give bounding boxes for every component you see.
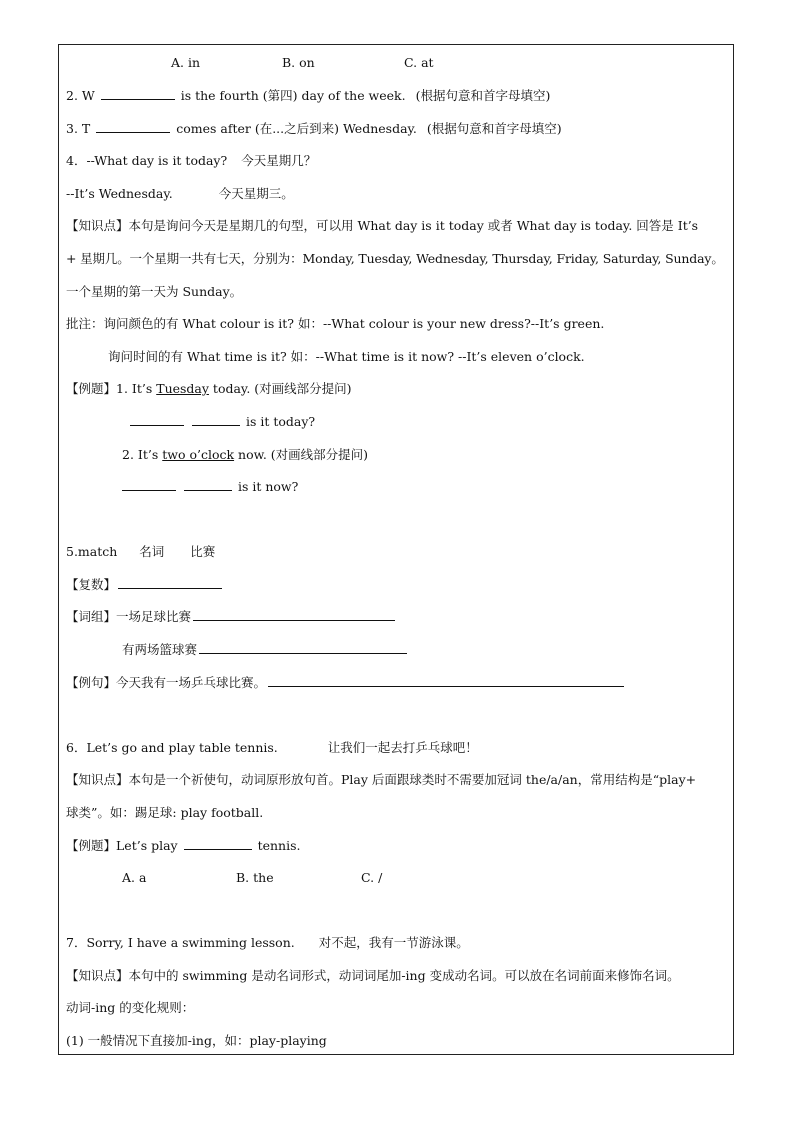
q3-text: comes after (在...之后到来) Wednesday. bbox=[176, 121, 417, 136]
q3-hint: (根据句意和首字母填空) bbox=[426, 121, 562, 136]
item5-phrase-1-blank[interactable] bbox=[193, 609, 395, 621]
item6-head-en: 6．Let’s go and play table tennis. bbox=[66, 740, 278, 755]
question-2 bbox=[66, 88, 550, 104]
item4-answer-en: --It’s Wednesday. bbox=[66, 186, 173, 201]
q2-text: is the fourth (第四) day of the week. bbox=[180, 88, 406, 103]
item4-example-2-underlined: two o’clock bbox=[162, 447, 235, 462]
item6-knowledge-1: 【知识点】本句是一个祈使句，动词原形放句首。Play 后面跟球类时不需要加冠词 the/a/an，常用结构是“play+ bbox=[66, 772, 697, 787]
item4-example-1-rest: today. (对画线部分提问) bbox=[208, 381, 352, 396]
item6-head bbox=[66, 740, 478, 756]
item4-answer-cn: 今天星期三。 bbox=[218, 186, 294, 201]
item6-head-cn: 让我们一起去打乒乓球吧！ bbox=[327, 740, 478, 755]
item5-phrase-2 bbox=[122, 642, 409, 658]
q1-option-c: C. at bbox=[404, 55, 434, 70]
item4-example-label: 【例题】1. It’s bbox=[66, 381, 157, 396]
item7-knowledge-2: 动词-ing 的变化规则： bbox=[66, 1000, 195, 1015]
item4-ex1-blank-1[interactable] bbox=[130, 414, 184, 426]
item4-question bbox=[66, 153, 316, 169]
item5-phrase-2-text: 有两场篮球赛 bbox=[122, 642, 198, 657]
item4-example-1 bbox=[66, 381, 352, 397]
item4-ex1-answer-text: is it today? bbox=[245, 414, 316, 429]
item7-rule-1: (1) 一般情况下直接加-ing，如：play-playing bbox=[66, 1033, 327, 1048]
item5-plural-blank[interactable] bbox=[118, 577, 222, 589]
item5-example bbox=[66, 675, 626, 691]
item4-question-cn: 今天星期几？ bbox=[241, 153, 317, 168]
item6-option-b: B. the bbox=[236, 870, 274, 885]
item6-example-blank[interactable] bbox=[184, 838, 252, 850]
q2-hint: (根据句意和首字母填空) bbox=[415, 88, 551, 103]
item5-pos: 名词 bbox=[139, 544, 165, 559]
item7-head-cn: 对不起，我有一节游泳课。 bbox=[318, 935, 469, 950]
q1-option-a: A. in bbox=[171, 55, 201, 70]
item4-note-2: 询问时间的有 What time is it? 如：--What time is it now? --It’s eleven o’clock. bbox=[108, 349, 585, 364]
item4-example-1-underlined: Tuesday bbox=[156, 381, 209, 396]
item4-example-2 bbox=[122, 447, 368, 463]
item5-example-blank[interactable] bbox=[268, 675, 624, 687]
item4-example-1-answer bbox=[128, 414, 315, 430]
item5-phrase-1 bbox=[66, 609, 397, 625]
item6-option-c: C. / bbox=[361, 870, 383, 885]
item5-plural bbox=[66, 577, 224, 593]
item4-knowledge-2: + 星期几。一个星期一共有七天，分别为：Monday, Tuesday, Wednesday, Thursday, Friday, Saturday, Sunday。 bbox=[66, 251, 724, 266]
item4-ex2-answer-text: is it now? bbox=[237, 479, 299, 494]
question-3 bbox=[66, 121, 562, 137]
q3-blank[interactable] bbox=[96, 121, 170, 133]
item6-option-a: A. a bbox=[122, 870, 147, 885]
q3-prefix: 3. T bbox=[66, 121, 91, 136]
item5-phrase-label: 【词组】一场足球比赛 bbox=[66, 609, 192, 624]
q2-blank[interactable] bbox=[101, 88, 175, 100]
item7-knowledge-1: 【知识点】本句中的 swimming 是动名词形式，动词词尾加-ing 变成动名词。可以放在名词前面来修饰名词。 bbox=[66, 968, 680, 983]
q1-option-b: B. on bbox=[282, 55, 315, 70]
item6-example-suffix: tennis. bbox=[257, 838, 301, 853]
item5-phrase-2-blank[interactable] bbox=[199, 642, 407, 654]
item5-plural-label: 【复数】 bbox=[66, 577, 117, 592]
item4-example-2-prefix: 2. It’s bbox=[122, 447, 163, 462]
item4-knowledge-3: 一个星期的第一天为 Sunday。 bbox=[66, 284, 243, 299]
item4-example-2-rest: now. (对画线部分提问) bbox=[234, 447, 369, 462]
item4-ex2-blank-1[interactable] bbox=[122, 479, 176, 491]
item5-word: 5.match bbox=[66, 544, 118, 559]
item4-knowledge-1: 【知识点】本句是询问今天是星期几的句型，可以用 What day is it today 或者 What day is today. 回答是 It’s bbox=[66, 218, 699, 233]
item4-question-en: 4．--What day is it today? bbox=[66, 153, 228, 168]
item6-example bbox=[66, 838, 301, 854]
item4-ex2-blank-2[interactable] bbox=[184, 479, 232, 491]
item6-example-prefix: 【例题】Let’s play bbox=[66, 838, 178, 853]
item5-meaning: 比赛 bbox=[190, 544, 216, 559]
item5-head bbox=[66, 544, 215, 560]
item6-knowledge-2: 球类”。如：踢足球: play football. bbox=[66, 805, 264, 820]
item7-head-en: 7．Sorry, I have a swimming lesson. bbox=[66, 935, 295, 950]
item4-example-2-answer bbox=[120, 479, 298, 495]
q2-prefix: 2. W bbox=[66, 88, 95, 103]
item4-answer bbox=[66, 186, 294, 202]
item4-ex1-blank-2[interactable] bbox=[192, 414, 240, 426]
item7-head bbox=[66, 935, 469, 951]
item5-example-label: 【例句】今天我有一场乒乓球比赛。 bbox=[66, 675, 267, 690]
item4-note-1: 批注：询问颜色的有 What colour is it? 如：--What colour is your new dress?--It’s green. bbox=[66, 316, 605, 331]
